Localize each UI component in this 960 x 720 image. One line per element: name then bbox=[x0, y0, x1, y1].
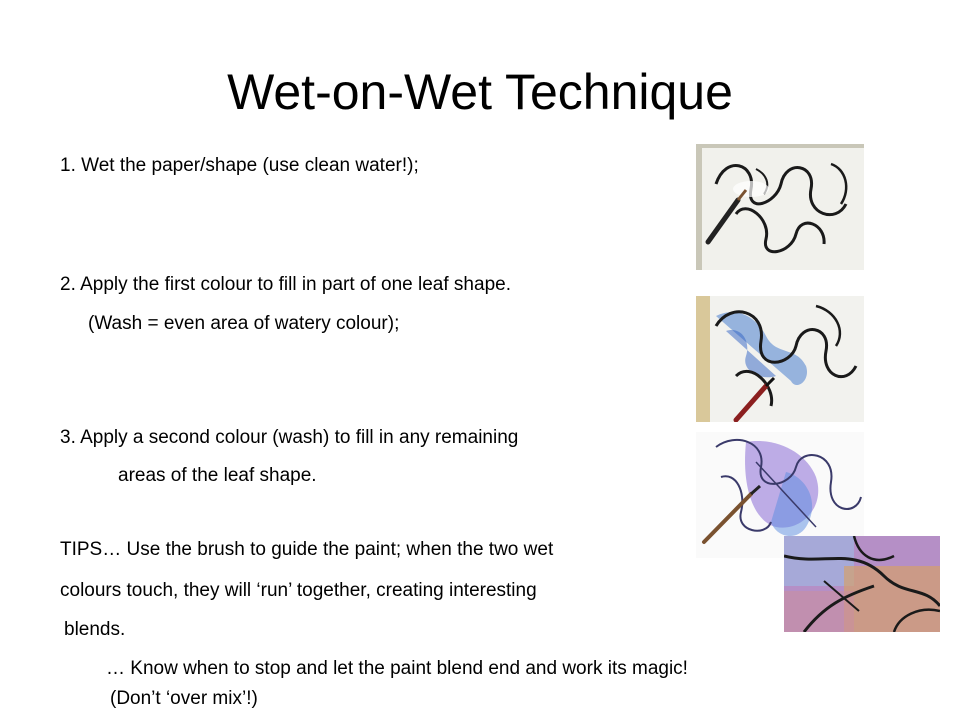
tips-line-3: blends. bbox=[64, 619, 126, 640]
tips-line-5: (Don’t ‘over mix’!) bbox=[110, 688, 258, 709]
step-2-text: 2. Apply the first colour to fill in part of one leaf shape. bbox=[60, 274, 511, 295]
step-3-text: 3. Apply a second colour (wash) to fill in any remaining bbox=[60, 427, 519, 448]
slide-title: Wet-on-Wet Technique bbox=[227, 64, 733, 120]
blended-leaf-image bbox=[784, 536, 940, 632]
wet-paper-photo bbox=[696, 144, 864, 270]
step-1-text: 1. Wet the paper/shape (use clean water!); bbox=[60, 155, 419, 176]
step-2-note-text: (Wash = even area of watery colour); bbox=[88, 313, 400, 334]
first-colour-image bbox=[696, 296, 864, 422]
first-colour-photo bbox=[696, 296, 864, 422]
wet-paper-image bbox=[696, 144, 864, 270]
tips-line-4: … Know when to stop and let the paint blend end and work its magic! bbox=[106, 658, 688, 679]
tips-line-2: colours touch, they will ‘run’ together, creating interesting bbox=[60, 580, 537, 601]
step-3-continued-text: areas of the leaf shape. bbox=[118, 465, 317, 486]
tips-line-1: TIPS… Use the brush to guide the paint; when the two wet bbox=[60, 539, 554, 560]
blended-leaf-photo bbox=[784, 536, 940, 632]
